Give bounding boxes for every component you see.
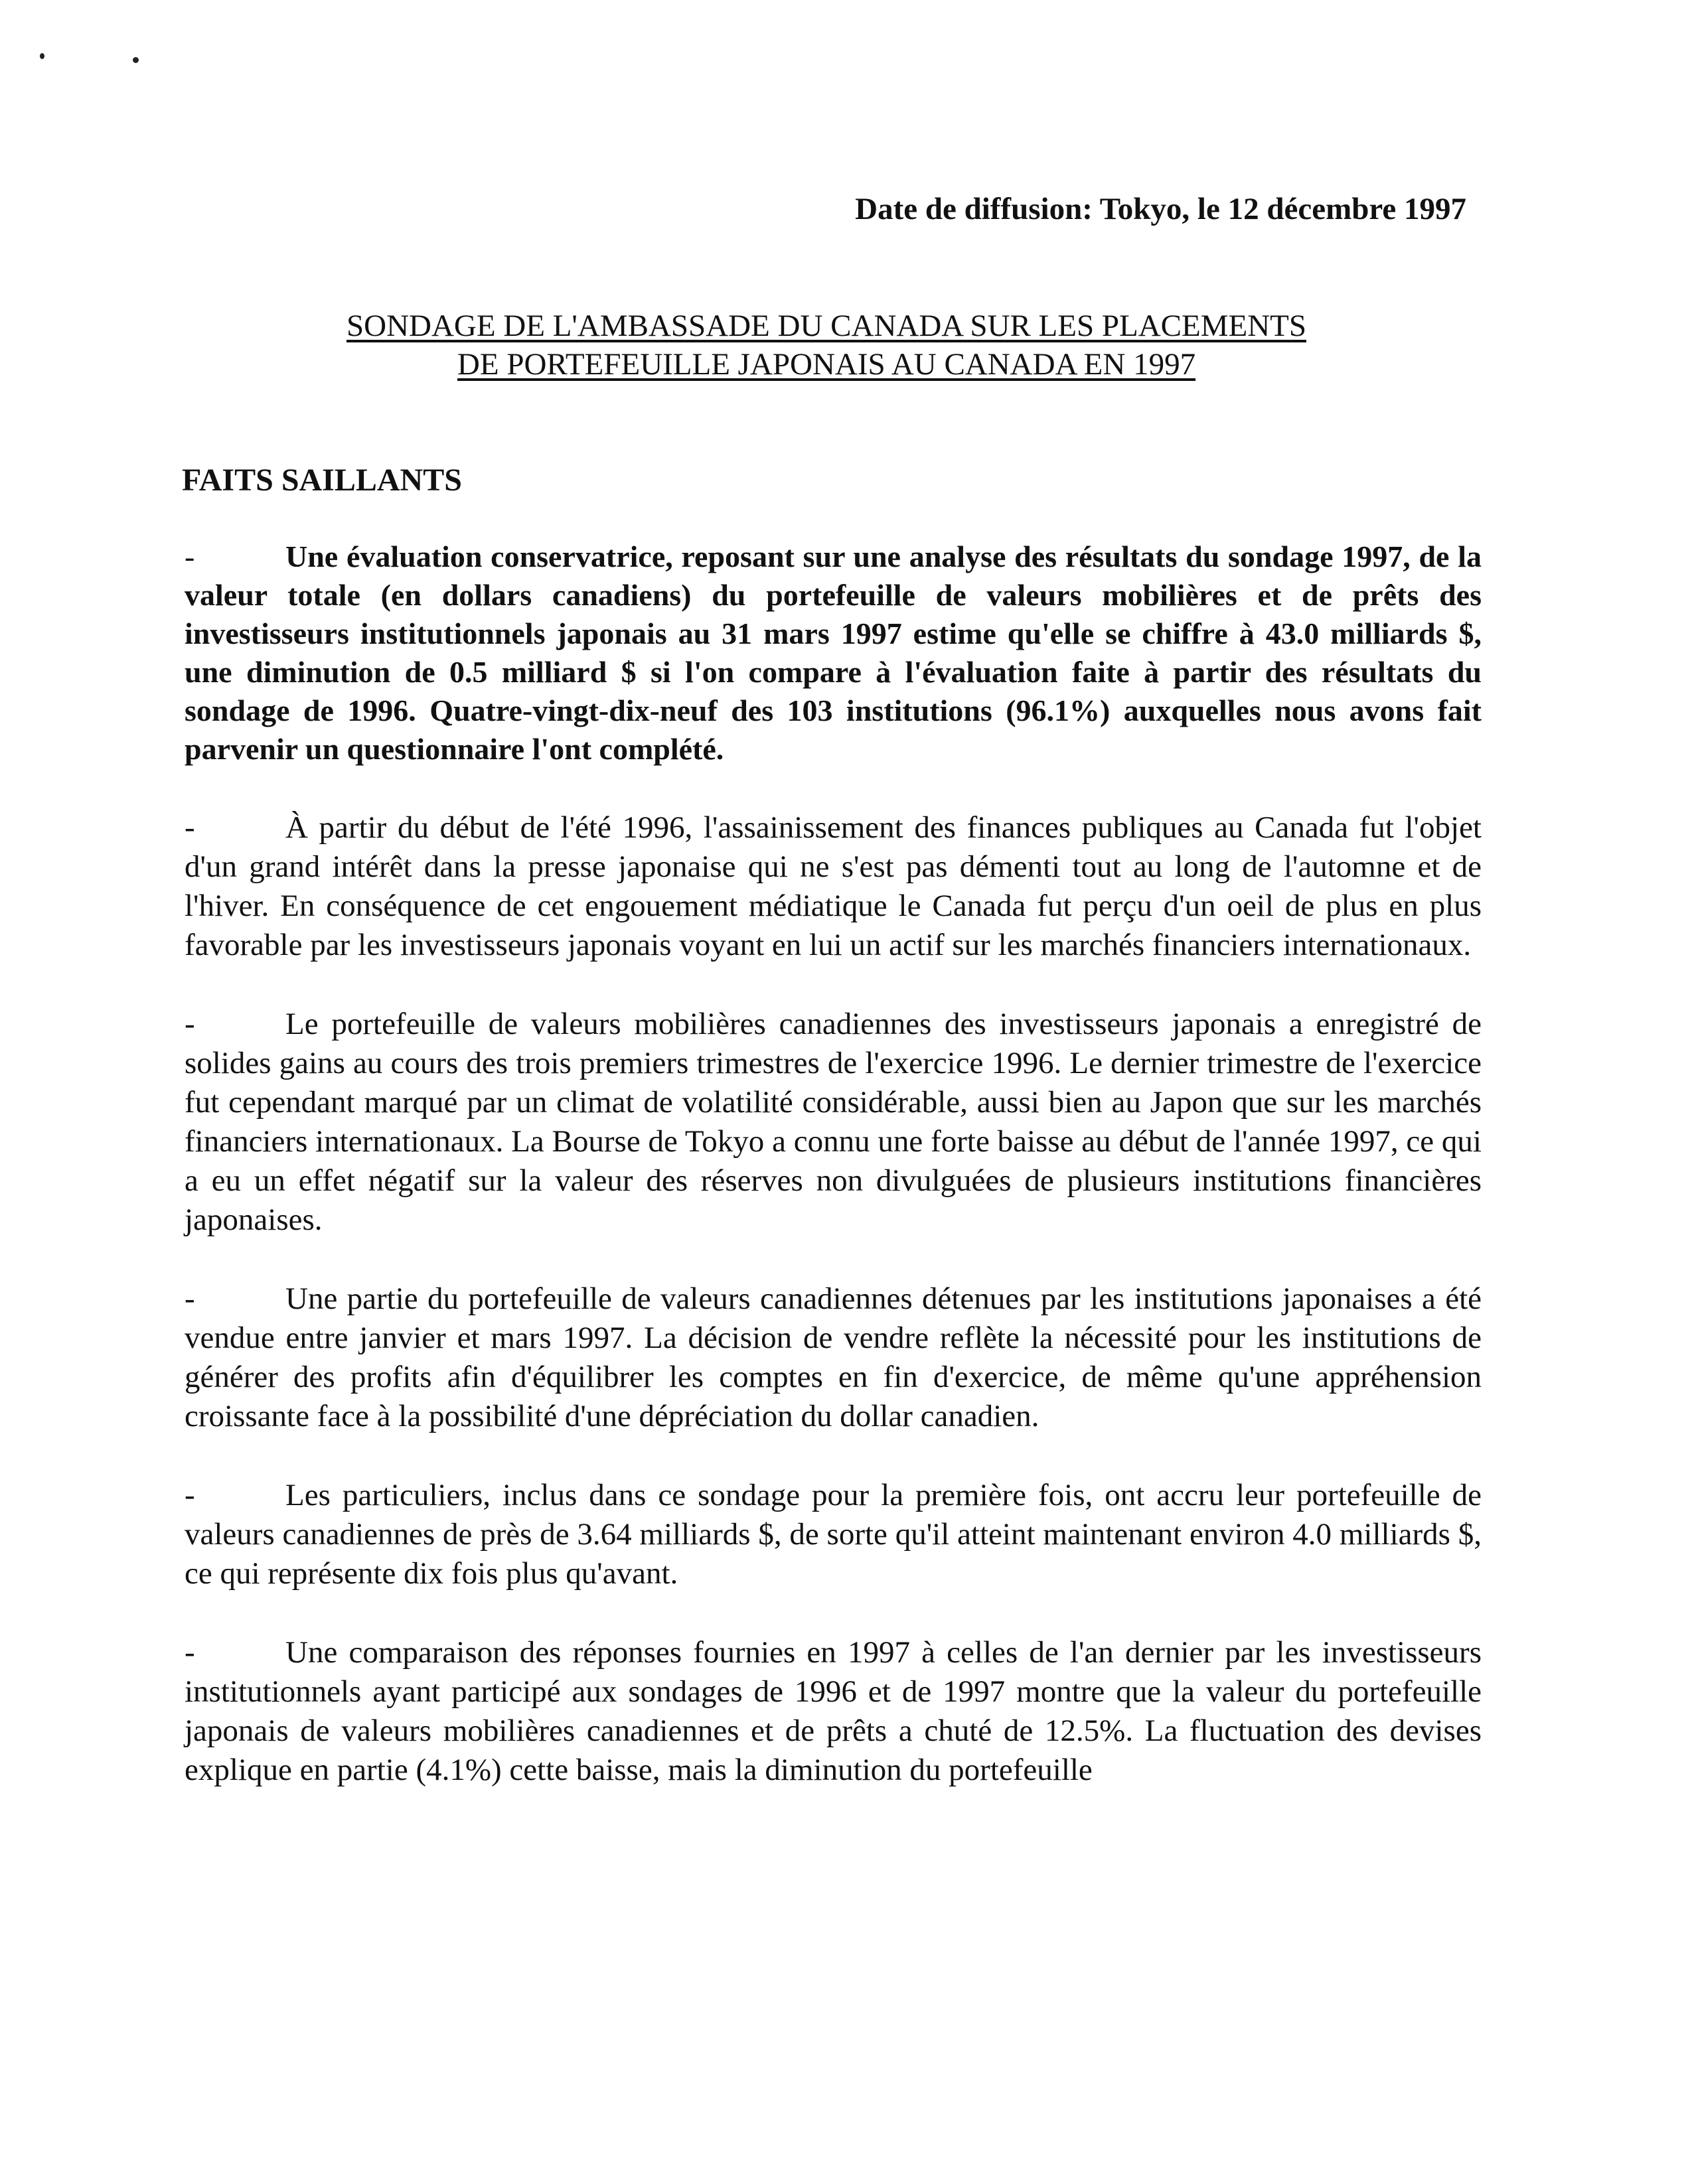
scan-speck	[133, 57, 139, 63]
highlight-text: Une évaluation conservatrice, reposant sur une analyse des résultats du sondage 1997, de la valeur totale (en dollars canadiens) du portefeuille de valeurs mobilières et de prêts des investisseurs institutionnels japonais au 31 mars 1997 estime qu'elle se chiffre à 43.0 milliards $, une diminution de 0.5 milliard $ si l'on compare à l'évaluation faite à partir des résultats du sondage de 1996. Quatre-vingt-dix-neuf des 103 institutions (96.1%) auxquelles nous avons fait parvenir un questionnaire l'ont complété.	[185, 540, 1482, 766]
scan-speck	[40, 53, 44, 59]
release-date: Date de diffusion: Tokyo, le 12 décembre 1997	[855, 192, 1466, 226]
document-title	[0, 307, 1653, 384]
highlight-paragraph	[185, 1279, 1482, 1436]
bullet-dash: -	[185, 1007, 195, 1041]
highlight-paragraph	[185, 808, 1482, 965]
bullet-dash: -	[185, 1478, 195, 1512]
section-heading: FAITS SAILLANTS	[182, 463, 462, 498]
highlight-text: Une partie du portefeuille de valeurs canadiennes détenues par les institutions japonaises a été vendue entre janvier et mars 1997. La décision de vendre reflète la nécessité pour les institutions de générer des profits afin d'équilibrer les comptes en fin d'exercice, de même qu'une appréhension croissante face à la possibilité d'une dépréciation du dollar canadien.	[185, 1281, 1482, 1433]
highlight-text: À partir du début de l'été 1996, l'assainissement des finances publiques au Canada fut l'objet d'un grand intérêt dans la presse japonaise qui ne s'est pas démenti tout au long de l'automne et de l'hiver. En conséquence de cet engouement médiatique le Canada fut perçu d'un oeil de plus en plus favorable par les investisseurs japonais voyant en lui un actif sur les marchés financiers internationaux.	[185, 810, 1482, 962]
highlight-paragraph	[185, 538, 1482, 768]
highlight-paragraph	[185, 1633, 1482, 1790]
document-title-line-1: SONDAGE DE L'AMBASSADE DU CANADA SUR LES PLACEMENTS	[346, 309, 1306, 343]
bullet-dash: -	[185, 1635, 195, 1670]
highlight-paragraph	[185, 1005, 1482, 1240]
highlights-list	[185, 538, 1482, 1830]
bullet-dash: -	[185, 810, 195, 845]
highlight-paragraph	[185, 1476, 1482, 1593]
bullet-dash: -	[185, 540, 195, 573]
highlight-text: Le portefeuille de valeurs mobilières canadiennes des investisseurs japonais a enregistré de solides gains au cours des trois premiers trimestres de l'exercice 1996. Le dernier trimestre de l'exercice fut cependant marqué par un climat de volatilité considérable, aussi bien au Japon que sur les marchés financiers internationaux. La Bourse de Tokyo a connu une forte baisse au début de l'année 1997, ce qui a eu un effet négatif sur la valeur des réserves non divulguées de plusieurs institutions financières japonaises.	[185, 1007, 1482, 1237]
highlight-text: Une comparaison des réponses fournies en 1997 à celles de l'an dernier par les investisseurs institutionnels ayant participé aux sondages de 1996 et de 1997 montre que la valeur du portefeuille japonais de valeurs mobilières canadiennes et de prêts a chuté de 12.5%. La fluctuation des devises explique en partie (4.1%) cette baisse, mais la diminution du portefeuille	[185, 1635, 1482, 1787]
document-title-line-2: DE PORTEFEUILLE JAPONAIS AU CANADA EN 1997	[457, 347, 1196, 382]
highlight-text: Les particuliers, inclus dans ce sondage pour la première fois, ont accru leur portefeuille de valeurs canadiennes de près de 3.64 milliards $, de sorte qu'il atteint maintenant environ 4.0 milliards $, ce qui représente dix fois plus qu'avant.	[185, 1478, 1482, 1591]
bullet-dash: -	[185, 1281, 195, 1316]
